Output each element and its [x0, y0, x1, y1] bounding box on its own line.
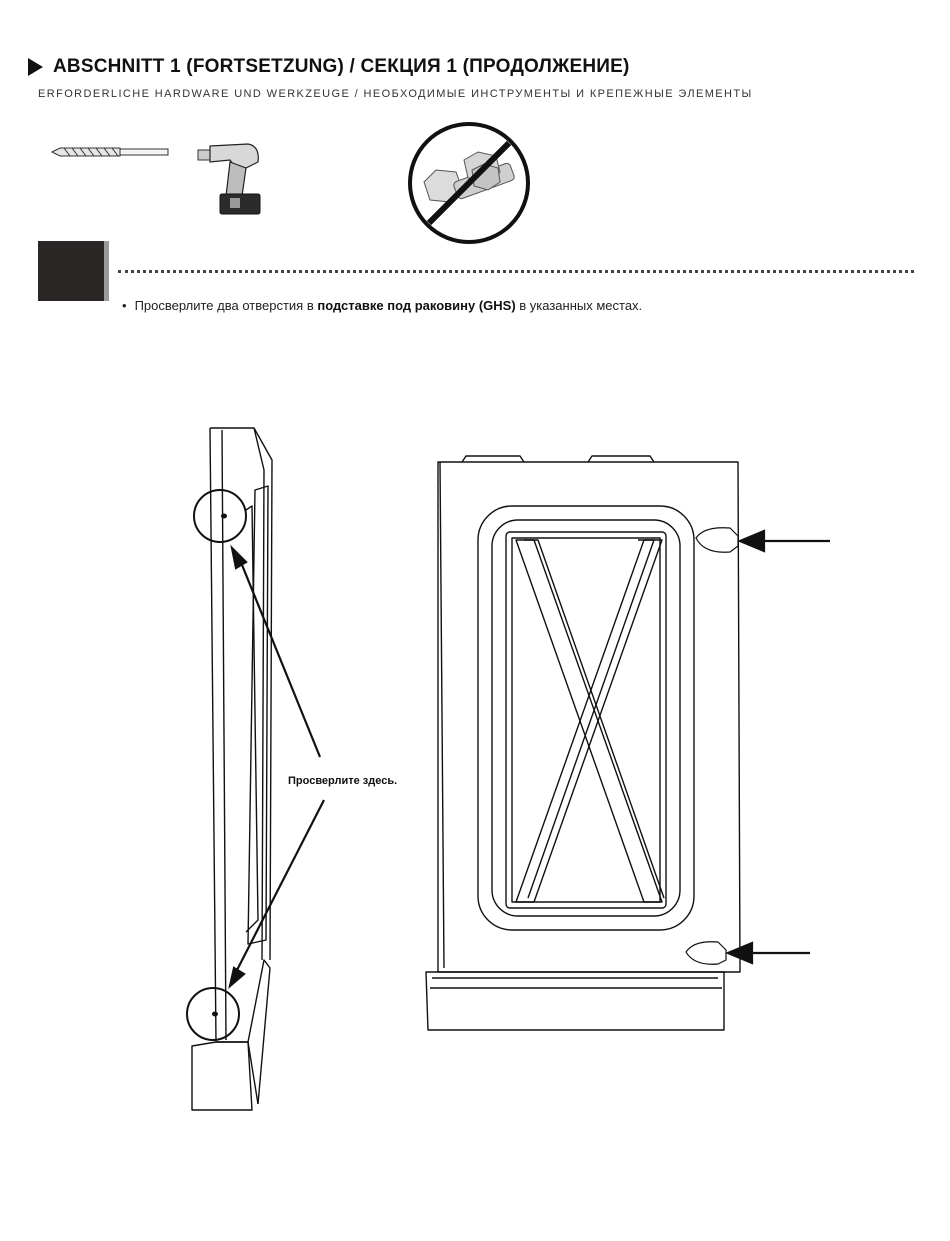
front-view-door	[426, 456, 740, 1030]
instruction-post: в указанных местах.	[515, 298, 643, 313]
page-subtitle: ERFORDERLICHE HARDWARE UND WERKZEUGE / НЕОБХОДИМЫЕ ИНСТРУМЕНТЫ И КРЕПЕЖНЫЕ ЭЛЕМЕНТЫ	[38, 88, 753, 100]
side-view-panel	[187, 428, 272, 1110]
dowel-arrowhead-top-icon	[740, 531, 764, 551]
instruction-pre: Просверлите два отверстия в	[134, 298, 318, 313]
instruction-bold: подставке под раковину (GHS)	[317, 298, 516, 313]
arrowhead-top-icon	[232, 548, 246, 568]
drill-here-label: Просверлите здесь.	[288, 775, 398, 787]
bullet: •	[122, 298, 127, 313]
page-title: ABSCHNITT 1 (FORTSETZUNG) / СЕКЦИЯ 1 (ПРОДОЛЖЕНИЕ)	[53, 56, 630, 77]
drill-hole-bottom	[212, 1012, 218, 1017]
arrowhead-bottom-icon	[230, 968, 244, 986]
drill-hole-top	[221, 514, 227, 519]
